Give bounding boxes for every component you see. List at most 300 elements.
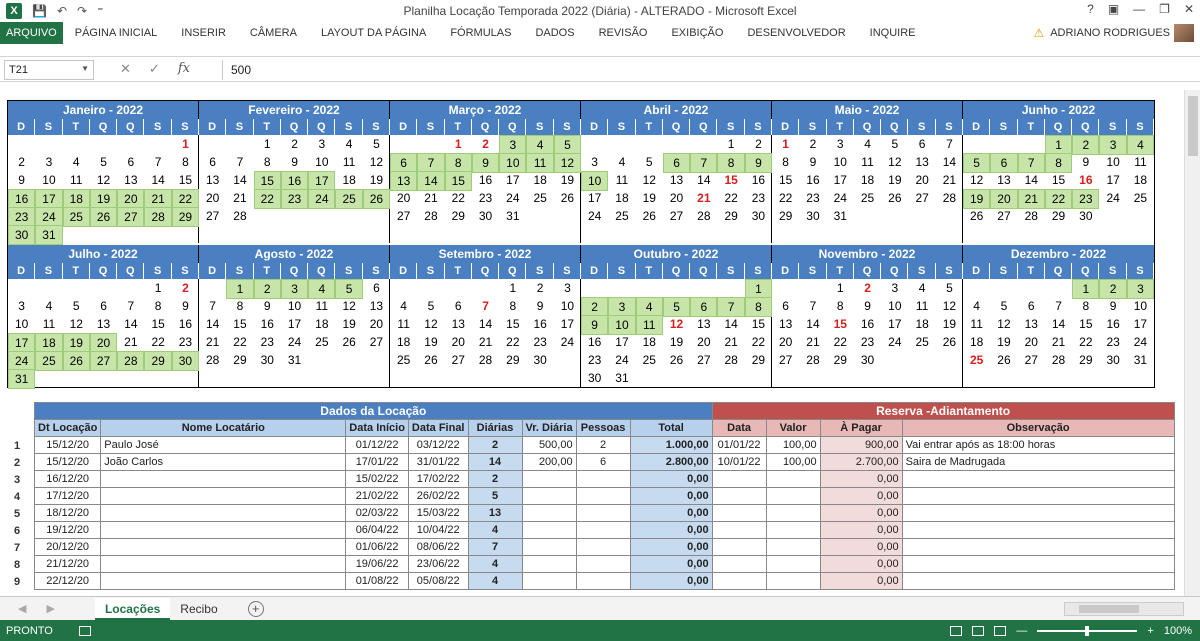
calendar-day[interactable]: 4 (1127, 135, 1154, 155)
calendar-day[interactable]: 1 (1045, 135, 1072, 155)
calendar-day[interactable]: 30 (1079, 209, 1093, 223)
calendar-day[interactable]: 3 (318, 137, 326, 151)
calendar-day[interactable]: 4 (400, 299, 407, 313)
calendar-day[interactable]: 2 (755, 137, 762, 151)
calendar-day[interactable]: 9 (1082, 155, 1090, 169)
calendar-day[interactable]: 18 (615, 191, 629, 205)
calendar-day[interactable]: 22 (254, 189, 281, 209)
calendar-day[interactable]: 14 (697, 173, 711, 187)
calendar-day[interactable]: 23 (806, 191, 820, 205)
calendar-day[interactable]: 2 (254, 279, 281, 299)
calendar-empty-cell[interactable] (581, 279, 608, 299)
calendar-day[interactable]: 12 (369, 155, 384, 169)
calendar-day[interactable]: 7 (1018, 153, 1045, 173)
calendar-day[interactable]: 9 (581, 315, 608, 335)
calendar-day[interactable]: 24 (587, 209, 602, 223)
calendar-day[interactable]: 6 (390, 153, 417, 173)
calendar-empty-cell[interactable] (35, 135, 62, 153)
calendar-day[interactable]: 17 (35, 189, 62, 209)
calendar-empty-cell[interactable] (90, 225, 117, 245)
enter-icon[interactable]: ✓ (148, 61, 160, 76)
calendar-day[interactable]: 18 (860, 173, 875, 187)
cell-rdata[interactable] (712, 539, 766, 556)
calendar-day[interactable]: 2 (291, 137, 298, 151)
calendar-day[interactable]: 13 (96, 317, 111, 331)
calendar-day[interactable]: 3 (499, 135, 526, 155)
calendar-day[interactable]: 6 (100, 299, 107, 313)
calendar-day[interactable]: 24 (8, 351, 35, 371)
scroll-thumb[interactable] (1188, 96, 1198, 156)
cell-dt[interactable]: 15/12/20 (35, 454, 101, 471)
calendar-day[interactable]: 14 (1051, 317, 1066, 331)
cell-nome[interactable] (101, 556, 346, 573)
calendar-day[interactable]: 10 (1133, 299, 1148, 313)
calendar-day[interactable]: 6 (918, 137, 926, 151)
calendar-day[interactable]: 19 (642, 191, 656, 205)
calendar-day[interactable]: 1 (727, 137, 735, 151)
calendar-day[interactable]: 11 (342, 155, 356, 169)
calendar-day[interactable]: 5 (427, 299, 435, 313)
sheet-tab-recibo[interactable]: Recibo (180, 601, 218, 616)
save-icon[interactable]: 💾 (32, 4, 47, 18)
cell-pessoas[interactable]: 2 (576, 437, 630, 454)
cell-obs[interactable] (902, 573, 1174, 590)
cell-nome[interactable] (101, 522, 346, 539)
calendar-day[interactable]: 1 (263, 137, 271, 151)
calendar-day[interactable]: 13 (451, 317, 465, 331)
calendar-day[interactable]: 9 (291, 155, 298, 169)
calendar-day[interactable]: 18 (396, 335, 411, 349)
calendar-day[interactable]: 22 (1045, 189, 1072, 209)
cell-diarias[interactable]: 2 (468, 471, 522, 488)
calendar-day[interactable]: 2 (581, 297, 608, 317)
calendar-day[interactable]: 2 (482, 137, 489, 151)
cell-nome[interactable] (101, 539, 346, 556)
calendar-day[interactable]: 8 (236, 299, 244, 313)
calendar-day[interactable]: 13 (697, 317, 711, 331)
calendar-day[interactable]: 24 (615, 353, 629, 367)
calendar-day[interactable]: 31 (1133, 353, 1148, 367)
calendar-day[interactable]: 2 (864, 281, 871, 295)
calendar-day[interactable]: 26 (997, 353, 1011, 367)
ribbon-tab[interactable]: REVISÃO (598, 27, 648, 39)
calendar-day[interactable]: 9 (809, 155, 817, 169)
calendar-day[interactable]: 7 (127, 299, 135, 313)
calendar-day[interactable]: 10 (499, 153, 526, 173)
calendar-day[interactable]: 15 (1079, 317, 1093, 331)
calendar-day[interactable]: 25 (915, 335, 929, 349)
tab-file[interactable]: ARQUIVO (0, 22, 63, 44)
calendar-day[interactable]: 22 (724, 191, 738, 205)
calendar-day[interactable]: 13 (778, 317, 793, 331)
calendar-day[interactable]: 21 (724, 335, 738, 349)
normal-view-icon[interactable] (950, 626, 962, 636)
calendar-day[interactable]: 19 (342, 317, 356, 331)
calendar-day[interactable]: 19 (669, 335, 684, 349)
calendar-day[interactable]: 28 (1024, 209, 1038, 223)
column-header[interactable]: Valor (766, 420, 820, 437)
calendar-day[interactable]: 16 (281, 171, 308, 191)
calendar-day[interactable]: 27 (1024, 353, 1038, 367)
calendar-empty-cell[interactable] (35, 369, 62, 389)
calendar-day[interactable]: 12 (888, 155, 902, 169)
calendar-day[interactable]: 19 (942, 317, 957, 331)
cell-nome[interactable]: João Carlos (101, 454, 346, 471)
cell-obs[interactable] (902, 505, 1174, 522)
calendar-day[interactable]: 11 (861, 155, 874, 169)
column-header[interactable]: Dt Locação (35, 420, 101, 437)
cell-fim[interactable]: 31/01/22 (408, 454, 468, 471)
calendar-day[interactable]: 23 (587, 353, 602, 367)
calendar-day[interactable]: 14 (417, 171, 444, 191)
column-header[interactable]: Observação (902, 420, 1174, 437)
calendar-day[interactable]: 25 (315, 335, 329, 349)
calendar-day[interactable]: 19 (888, 173, 902, 187)
cell-total[interactable]: 0,00 (630, 556, 712, 573)
calendar-day[interactable]: 23 (533, 335, 547, 349)
calendar-empty-cell[interactable] (990, 135, 1017, 155)
calendar-day[interactable]: 27 (117, 207, 144, 227)
column-header[interactable]: Vr. Diária (522, 420, 576, 437)
calendar-day[interactable]: 19 (963, 189, 990, 209)
calendar-day[interactable]: 5 (373, 137, 380, 151)
calendar-day[interactable]: 1 (509, 281, 517, 295)
column-header[interactable]: À Pagar (820, 420, 902, 437)
calendar-day[interactable]: 9 (745, 153, 772, 173)
cell-total[interactable]: 0,00 (630, 471, 712, 488)
calendar-day[interactable]: 10 (287, 299, 302, 313)
calendar-day[interactable]: 27 (697, 353, 711, 367)
calendar-day[interactable]: 31 (833, 209, 847, 223)
calendar-day[interactable]: 6 (990, 153, 1017, 173)
calendar-empty-cell[interactable] (881, 351, 908, 369)
calendar-empty-cell[interactable] (117, 225, 144, 245)
cell-ini[interactable]: 17/01/22 (346, 454, 409, 471)
cell-fim[interactable]: 10/04/22 (408, 522, 468, 539)
calendar-day[interactable]: 23 (281, 189, 308, 209)
calendar-day[interactable]: 10 (608, 315, 635, 335)
cell-pessoas[interactable] (576, 522, 630, 539)
next-sheet-icon[interactable]: ▶ (46, 603, 55, 615)
cell-total[interactable]: 0,00 (630, 539, 712, 556)
calendar-day[interactable]: 8 (154, 299, 162, 313)
calendar-empty-cell[interactable] (854, 207, 881, 225)
cell-diarias[interactable]: 4 (468, 556, 522, 573)
calendar-day[interactable]: 4 (973, 299, 980, 313)
calendar-day[interactable]: 8 (263, 155, 271, 169)
calendar-day[interactable]: 13 (997, 173, 1011, 187)
cell-dt[interactable]: 18/12/20 (35, 505, 101, 522)
calendar-day[interactable]: 27 (997, 209, 1011, 223)
calendar-day[interactable]: 22 (506, 335, 520, 349)
zoom-knob[interactable] (1085, 626, 1089, 636)
ribbon-tab[interactable]: PÁGINA INICIAL (74, 27, 158, 39)
calendar-day[interactable]: 18 (915, 317, 929, 331)
formula-input[interactable]: 500 (222, 60, 1192, 80)
calendar-day[interactable]: 6 (663, 153, 690, 173)
calendar-day[interactable]: 13 (915, 155, 929, 169)
calendar-empty-cell[interactable] (690, 369, 717, 387)
calendar-day[interactable]: 9 (1109, 299, 1117, 313)
cell-diarias[interactable]: 5 (468, 488, 522, 505)
calendar-day[interactable]: 10 (1106, 155, 1120, 169)
calendar-day[interactable]: 6 (209, 155, 216, 169)
calendar-empty-cell[interactable] (663, 279, 690, 299)
calendar-empty-cell[interactable] (526, 207, 553, 225)
calendar-day[interactable]: 7 (946, 137, 953, 151)
cell-pessoas[interactable] (576, 556, 630, 573)
column-header[interactable]: Pessoas (576, 420, 630, 437)
calendar-day[interactable]: 20 (990, 189, 1017, 209)
calendar-empty-cell[interactable] (390, 279, 417, 297)
insert-function-icon[interactable]: fx (177, 61, 190, 76)
calendar-empty-cell[interactable] (908, 207, 935, 225)
calendar-day[interactable]: 14 (233, 173, 247, 187)
cell-obs[interactable] (902, 471, 1174, 488)
calendar-day[interactable]: 28 (724, 353, 738, 367)
ribbon-tab[interactable]: FÓRMULAS (450, 27, 512, 39)
calendar-day[interactable]: 1 (782, 137, 789, 151)
calendar-day[interactable]: 11 (636, 315, 663, 335)
calendar-day[interactable]: 18 (63, 189, 90, 209)
cell-diarias[interactable]: 2 (468, 437, 522, 454)
cell-fim[interactable]: 26/02/22 (408, 488, 468, 505)
calendar-day[interactable]: 21 (144, 189, 171, 209)
cell-rdata[interactable] (712, 556, 766, 573)
calendar-day[interactable]: 10 (888, 299, 902, 313)
cell-vr[interactable] (522, 556, 576, 573)
cell-pessoas[interactable]: 6 (576, 454, 630, 471)
calendar-day[interactable]: 9 (864, 299, 871, 313)
calendar-empty-cell[interactable] (608, 279, 635, 299)
calendar-empty-cell[interactable] (554, 351, 581, 369)
calendar-day[interactable]: 24 (888, 335, 902, 349)
row-number[interactable]: 3 (13, 474, 21, 486)
calendar-day[interactable]: 11 (42, 317, 56, 331)
calendar-day[interactable]: 21 (806, 335, 820, 349)
calendar-empty-cell[interactable] (1127, 207, 1154, 225)
calendar-day[interactable]: 20 (1024, 335, 1038, 349)
calendar-day[interactable]: 20 (396, 191, 411, 205)
calendar-empty-cell[interactable] (663, 135, 690, 153)
restore-icon[interactable]: ❐ (1159, 2, 1170, 16)
calendar-day[interactable]: 16 (260, 317, 274, 331)
help-button[interactable]: ? (1087, 2, 1094, 16)
cell-apagar[interactable]: 0,00 (820, 539, 902, 556)
calendar-day[interactable]: 11 (915, 299, 929, 313)
calendar-day[interactable]: 11 (526, 153, 553, 173)
calendar-day[interactable]: 14 (478, 317, 493, 331)
calendar-day[interactable]: 31 (287, 353, 302, 367)
cell-ini[interactable]: 21/02/22 (346, 488, 409, 505)
column-header[interactable]: Data (712, 420, 766, 437)
calendar-day[interactable]: 22 (172, 189, 199, 209)
calendar-empty-cell[interactable] (144, 369, 171, 389)
calendar-day[interactable]: 13 (390, 171, 417, 191)
cell-obs[interactable] (902, 522, 1174, 539)
calendar-day[interactable]: 15 (506, 317, 520, 331)
calendar-day[interactable]: 8 (182, 155, 189, 169)
cancel-icon[interactable]: ✕ (120, 61, 131, 76)
cell-dt[interactable]: 22/12/20 (35, 573, 101, 590)
calendar-day[interactable]: 22 (751, 335, 766, 349)
cell-total[interactable]: 0,00 (630, 522, 712, 539)
calendar-day[interactable]: 7 (209, 299, 216, 313)
cell-dt[interactable]: 17/12/20 (35, 488, 101, 505)
calendar-day[interactable]: 23 (8, 207, 35, 227)
calendar-day[interactable]: 19 (90, 189, 117, 209)
calendar-day[interactable]: 12 (969, 173, 984, 187)
calendar-day[interactable]: 21 (124, 335, 138, 349)
cell-obs[interactable] (902, 556, 1174, 573)
calendar-day[interactable]: 17 (833, 173, 847, 187)
calendar-day[interactable]: 6 (690, 297, 717, 317)
calendar-day[interactable]: 13 (205, 173, 220, 187)
calendar-day[interactable]: 16 (806, 173, 820, 187)
calendar-empty-cell[interactable] (472, 279, 499, 297)
calendar-day[interactable]: 30 (478, 209, 493, 223)
calendar-day[interactable]: 15 (445, 171, 472, 191)
calendar-day[interactable]: 16 (1106, 317, 1120, 331)
calendar-day[interactable]: 28 (1051, 353, 1066, 367)
calendar-day[interactable]: 5 (891, 137, 899, 151)
calendar-empty-cell[interactable] (308, 351, 335, 369)
calendar-empty-cell[interactable] (717, 369, 744, 387)
calendar-day[interactable]: 7 (417, 153, 444, 173)
calendar-day[interactable]: 26 (342, 335, 356, 349)
cell-obs[interactable]: Saira de Madrugada (902, 454, 1174, 471)
calendar-empty-cell[interactable] (1018, 135, 1045, 155)
cell-vr[interactable] (522, 573, 576, 590)
calendar-day[interactable]: 18 (533, 173, 547, 187)
calendar-day[interactable]: 17 (560, 317, 575, 331)
row-number[interactable]: 6 (13, 525, 21, 537)
calendar-day[interactable]: 25 (860, 191, 875, 205)
calendar-day[interactable]: 10 (581, 171, 608, 191)
calendar-day[interactable]: 21 (1051, 335, 1066, 349)
calendar-day[interactable]: 24 (833, 191, 847, 205)
calendar-day[interactable]: 9 (263, 299, 271, 313)
prev-sheet-icon[interactable]: ◀ (18, 603, 27, 615)
calendar-empty-cell[interactable] (445, 279, 472, 297)
calendar-day[interactable]: 3 (608, 297, 635, 317)
calendar-day[interactable]: 27 (396, 209, 411, 223)
cell-apagar[interactable]: 900,00 (820, 437, 902, 454)
avatar[interactable] (1174, 24, 1194, 42)
cell-rvalor[interactable] (766, 539, 820, 556)
calendar-day[interactable]: 6 (373, 281, 380, 295)
calendar-empty-cell[interactable] (199, 279, 226, 299)
calendar-day[interactable]: 3 (281, 279, 308, 299)
calendar-day[interactable]: 20 (669, 191, 684, 205)
calendar-day[interactable]: 12 (669, 317, 684, 331)
calendar-day[interactable]: 12 (69, 317, 83, 331)
calendar-day[interactable]: 11 (315, 299, 329, 313)
calendar-day[interactable]: 27 (205, 209, 220, 223)
calendar-empty-cell[interactable] (63, 369, 90, 389)
worksheet-area[interactable] (0, 90, 1184, 596)
calendar-day[interactable]: 4 (618, 155, 626, 169)
calendar-day[interactable]: 15 (1051, 173, 1066, 187)
column-header[interactable]: Data Início (346, 420, 409, 437)
cell-fim[interactable]: 05/08/22 (408, 573, 468, 590)
calendar-day[interactable]: 28 (117, 351, 144, 371)
calendar-empty-cell[interactable] (335, 207, 362, 225)
calendar-empty-cell[interactable] (335, 351, 362, 369)
calendar-empty-cell[interactable] (717, 279, 744, 299)
calendar-day[interactable]: 9 (536, 299, 544, 313)
cell-fim[interactable]: 23/06/22 (408, 556, 468, 573)
calendar-day[interactable]: 7 (154, 155, 162, 169)
calendar-day[interactable]: 31 (8, 369, 35, 389)
ribbon-tab[interactable]: DADOS (535, 27, 575, 39)
cell-fim[interactable]: 03/12/22 (408, 437, 468, 454)
customize-qat-icon[interactable]: ⁼ (97, 4, 104, 18)
calendar-empty-cell[interactable] (8, 135, 35, 153)
calendar-day[interactable]: 25 (396, 353, 411, 367)
calendar-day[interactable]: 14 (205, 317, 220, 331)
cell-rvalor[interactable] (766, 556, 820, 573)
row-number[interactable]: 9 (13, 576, 21, 588)
calendar-day[interactable]: 15 (724, 173, 738, 187)
cell-rvalor[interactable] (766, 573, 820, 590)
column-header[interactable]: Data Final (408, 420, 468, 437)
cell-dt[interactable]: 19/12/20 (35, 522, 101, 539)
calendar-day[interactable]: 28 (144, 207, 171, 227)
calendar-day[interactable]: 3 (591, 155, 598, 169)
calendar-day[interactable]: 8 (782, 155, 789, 169)
cell-diarias[interactable]: 4 (468, 573, 522, 590)
calendar-day[interactable]: 6 (1027, 299, 1035, 313)
calendar-day[interactable]: 8 (1045, 153, 1072, 173)
calendar-day[interactable]: 10 (315, 155, 329, 169)
cell-dt[interactable]: 16/12/20 (35, 471, 101, 488)
calendar-empty-cell[interactable] (172, 225, 199, 245)
sheet-tab-locacoes[interactable]: Locações (95, 598, 170, 620)
cell-pessoas[interactable] (576, 539, 630, 556)
calendar-empty-cell[interactable] (963, 279, 990, 299)
cell-vr[interactable] (522, 471, 576, 488)
calendar-day[interactable]: 1 (182, 137, 189, 151)
calendar-empty-cell[interactable] (663, 369, 690, 387)
calendar-day[interactable]: 22 (233, 335, 247, 349)
cell-vr[interactable] (522, 488, 576, 505)
calendar-day[interactable]: 24 (506, 191, 520, 205)
close-icon[interactable]: ✕ (1183, 2, 1194, 16)
cell-vr[interactable]: 200,00 (522, 454, 576, 471)
cell-nome[interactable] (101, 488, 346, 505)
cell-total[interactable]: 0,00 (630, 573, 712, 590)
calendar-day[interactable]: 14 (151, 173, 165, 187)
calendar-day[interactable]: 26 (942, 335, 957, 349)
cell-ini[interactable]: 06/04/22 (346, 522, 409, 539)
calendar-day[interactable]: 4 (918, 281, 926, 295)
calendar-empty-cell[interactable] (8, 279, 35, 297)
calendar-day[interactable]: 3 (1099, 135, 1126, 155)
calendar-day[interactable]: 5 (946, 281, 953, 295)
cell-rdata[interactable] (712, 488, 766, 505)
calendar-day[interactable]: 26 (424, 353, 438, 367)
calendar-day[interactable]: 29 (751, 353, 766, 367)
calendar-day[interactable]: 5 (1000, 299, 1008, 313)
cell-apagar[interactable]: 0,00 (820, 505, 902, 522)
calendar-empty-cell[interactable] (35, 279, 62, 297)
calendar-day[interactable]: 8 (836, 299, 844, 313)
calendar-day[interactable]: 15 (233, 317, 247, 331)
calendar-day[interactable]: 3 (18, 299, 25, 313)
calendar-day[interactable]: 12 (424, 317, 438, 331)
calendar-day[interactable]: 9 (472, 153, 499, 173)
